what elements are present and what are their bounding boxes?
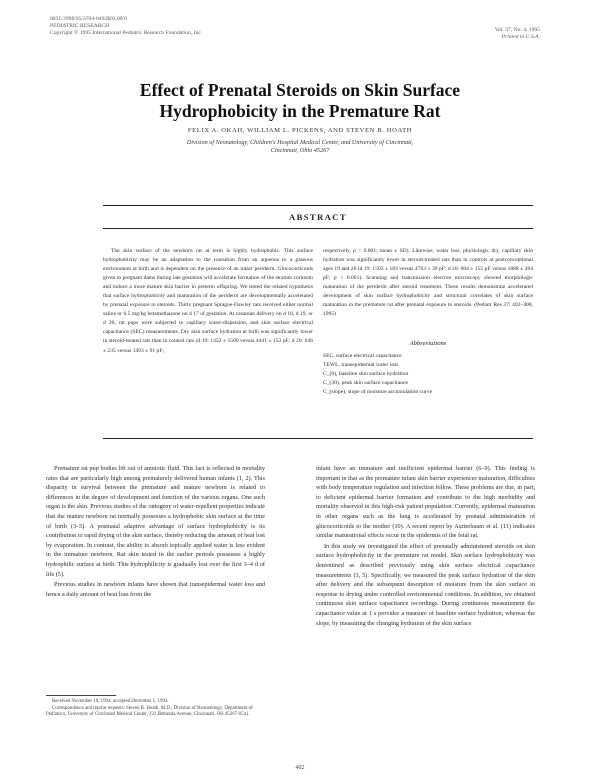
abbreviations-list — [323, 352, 533, 397]
abbreviation-item: C_(slope), slope of moisture accumulation curve — [323, 389, 433, 395]
abbreviation-item: C_(30), peak skin surface capacitance — [323, 380, 408, 386]
affiliation-line: Cincinnati, Ohio 45267 — [270, 147, 330, 154]
body-paragraph: Previous studies in newborn infants have shown that transepidermal water loss and hence a daily amount of heat loss from the — [46, 581, 265, 598]
abstract-right-column — [323, 247, 533, 319]
journal-header-right — [380, 27, 540, 41]
journal-header-left — [50, 16, 280, 38]
abstract-text: The skin surface of the newborn rat at term is highly hydrophobic. This surface hydrophobicity may be an adaptation to the transition from an aqueous to a gaseous environment at birth and is dependent on the presence of an intact periderm. Glucocorticoids given to pregnant dams during late gestation will accelerate formation of the stratum corneum and induce a more mature skin barrier in preterm offspring. We tested the related hypothesis that surface hydrophobicity and maturation of the periderm are developmentally accelerated by prenatal exposure to steroids. Thirty pregnant Sprague-Dawley rats received either normal saline or 0.5 mg/kg betamethasone on d 17 of gestation. At cesarean delivery on d 18, d 19, or d 20, rat pups were subjected to capillary water-dispersion, and skin surface electrical capacitance (SEC) measurements. Dry skin surface hydration at birth was significantly lower in steroid-treated rats than in control rats (d 19: 1452 ± 1509 versus 4441 ± 153 pF; d 20: 646 ± 235 versus 1493 ± 91 pF; — [103, 248, 313, 354]
body-left-column — [46, 464, 265, 600]
body-paragraph: infant have an immature and inefficient epidermal barrier (6–9). This finding is important in that as the premature infant skin barrier experiences maturation, difficulties with body temperature regulation and infection follow. These problems are due, in part, to deficient epidermal barrier formation and contribute to the high morbidity and mortality observed in this high-risk patient population. Currently, epidermal maturation in other organs such as the lung is accelerated by prenatal administration of glucocorticoids to the mother (10). A recent report by Aszterbaum et al. (11) indicates similar maturational effects occur in the epidermis of the fetal rat. — [316, 465, 535, 540]
body-right-column — [316, 464, 535, 629]
title-line: Hydrophobicity in the Premature Rat — [159, 101, 441, 121]
author-list: FELIX A. OKAH, WILLIAM L. PICKENS, AND STEVEN B. HOATH — [187, 127, 413, 134]
abbreviations-heading: Abbreviations — [409, 340, 447, 347]
title-line: Effect of Prenatal Steroids on Skin Surface — [139, 80, 461, 100]
footnote-line: Correspondence and reprint requests: Steven B. Hoath, M.D., Division of Neonatology, Department of Pediatrics, University of Cincinnati Medical Center, 231 Bethesda Avenue, Cincinnati, OH 45267-0541. — [46, 705, 253, 718]
header-line: Copyright © 1995 International Pediatric Research Foundation, Inc. — [50, 30, 203, 37]
affiliation — [80, 139, 520, 155]
abstract-bottom-rule — [103, 438, 533, 439]
abstract-top-rule — [103, 205, 533, 206]
header-line: Vol. 37, No. 4, 1995 — [494, 27, 540, 33]
footnote — [46, 699, 265, 719]
header-line: PEDIATRIC RESEARCH — [50, 23, 110, 30]
abbreviation-item: C_(0), baseline skin surface hydration — [323, 371, 409, 377]
article-title — [60, 80, 540, 122]
body-paragraph: Premature rat pup bodies lift out of amniotic fluid. This fact is reflected in mortality rates that are particularly high among prematurely delivered human infants (1, 2). This disparity in survival between the premature and mature newborn is related to differences in the degree of development and function of the various organs. One such organ is the skin. Previous studies of the ontogeny of water-repellent properties indicate that the mature newborn rat normally possesses a hydrophobic skin surface at the time of birth (3–5). A postnatal adaptive advantage of surface hydrophobicity is its contribution to rapid drying of the skin surface, thereby reducing the amount of heat lost by evaporation. In contrast, the ability to absorb topically applied water is less evident in the immature newborn. Rat skin tested in the earlier periods possesses a highly hydrophilic surface at birth. This hydrophilicity is gradually lost over the first 3–4 d of life (5). — [46, 465, 265, 578]
header-line: Printed in U.S.A. — [501, 34, 540, 41]
footnote-rule — [46, 695, 116, 696]
abbreviation-item: TEWL, transepidermal water loss — [323, 362, 399, 368]
affiliation-line: Division of Neonatology, Children's Hospital Medical Center, and University of Cincinnati, — [186, 139, 414, 146]
abstract-heading-rule — [103, 228, 533, 229]
page-number: 402 — [295, 765, 305, 771]
abstract-text: respectively, p < 0.001; mean ± SD). Likewise, water loss, physiologic dry, capillary skin hydration was significantly lower in steroid-treated rats than in controls at postconceptional ages 19 and 20 (d 19: 1503 ± 183 versus 4763 ± 39 pF; d 20: 604 ± 155 pF versus 1888 ± 204 pF; p < 0.001). Scanning and transmission electron microscopy showed morphologic maturation of the periderm after steroid treatment. These results demonstrate accelerated development of skin surface hydrophobicity and structural correlates of skin surface maturation in the premature rat after prenatal exposure to steroids. (Pediatr Res 37: 402–408, 1995) — [323, 248, 533, 318]
footnote-line: Received November 10, 1994; accepted December 1, 1994. — [52, 699, 169, 704]
body-paragraph: In this study we investigated the effect of prenatally administered steroids on skin surface hydrophobicity in the premature rat model. Skin surface hydrophobicity was determined as described previously using skin surface electrical capacitance measurements (3, 5). Specifically, we measured the peak surface hydration of the skin after delivery and the subsequent desorption of moisture from the skin surface in response to drying under controlled environmental conditions. In addition, we obtained continuous skin surface capacitance recordings. During continuous measurement the capacitance value at 1 s provides a measure of baseline surface hydration, whereas the slope, by measuring the changing hydration of the skin surface — [316, 542, 535, 627]
header-line: 0031-3998/95/3704-0402$03.00/0 — [50, 16, 127, 22]
abstract-left-column — [103, 247, 313, 356]
abstract-heading: ABSTRACT — [289, 212, 347, 222]
abbreviation-item: SEC, surface electrical capacitance — [323, 353, 402, 359]
